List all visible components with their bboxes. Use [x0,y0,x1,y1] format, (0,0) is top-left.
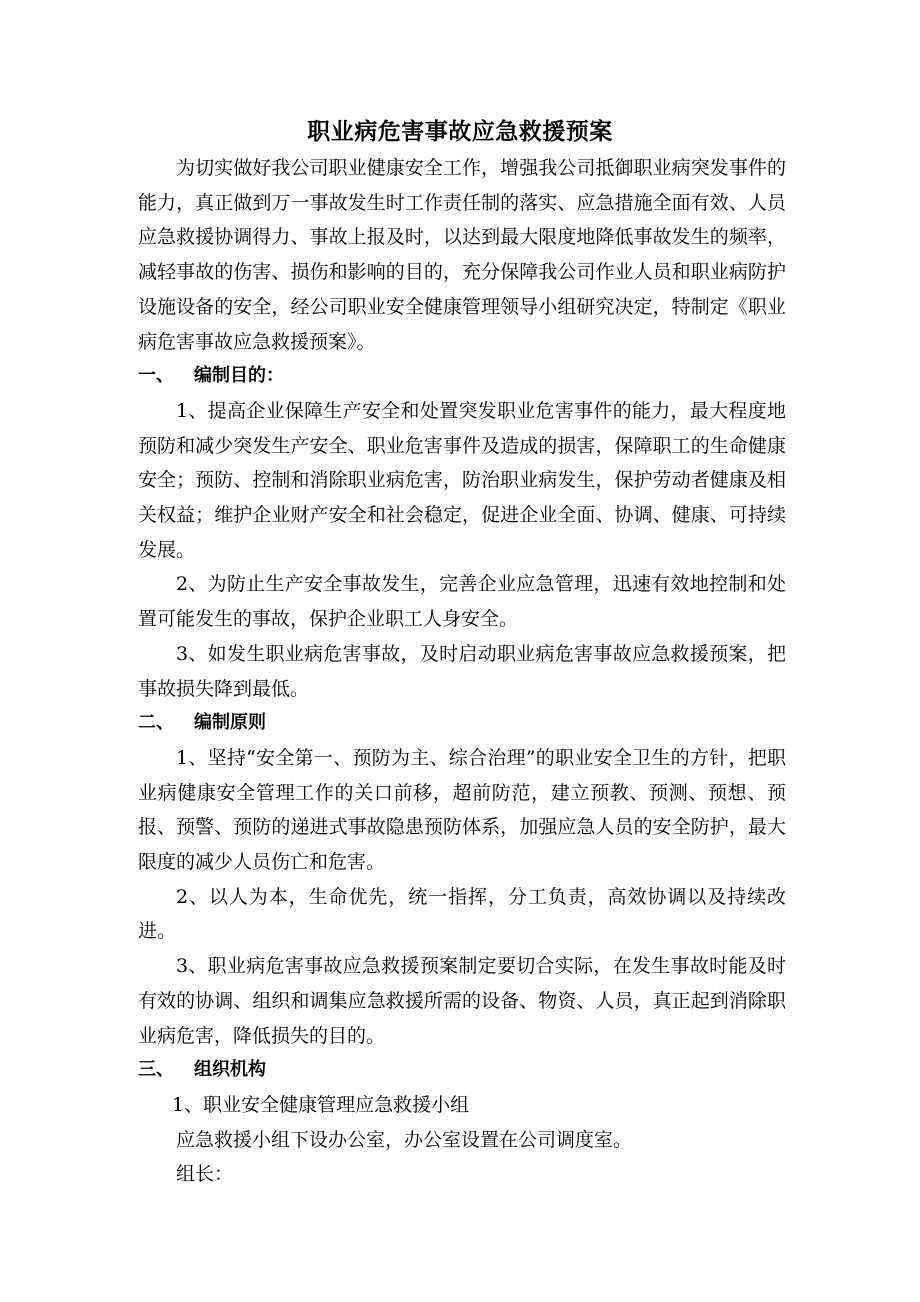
section-1-paragraph-3: 3、如发生职业病危害事故，及时启动职业病危害事故应急救援预案，把事故损失降到最低。 [138,642,786,700]
section-3-leader-label: 组长： [176,1163,234,1186]
document-body [138,151,786,1192]
section-3-sub-item: 1、职业安全健康管理应急救援小组 [172,1093,470,1116]
section-2-heading [138,706,786,741]
section-1-number: 一、 [138,365,174,387]
intro-paragraph: 为切实做好我公司职业健康安全工作，增强我公司抵御职业病突发事件的能力，真正做到万一事故发生时工作责任制的落实、应急措施全面有效、人员应急救援协调得力、事故上报及时，以达到最大限度地降低事故发生的频率，减轻事故的伤害、损伤和影响的目的，充分保障我公司作业人员和职业病防护设施设备的安全，经公司职业安全健康管理领导小组研究决定，特制定《职业病危害事故应急救援预案》。 [138,157,786,353]
section-3-office-note: 应急救援小组下设办公室，办公室设置在公司调度室。 [176,1128,633,1151]
section-3-heading [138,1053,786,1088]
section-3-title: 组织机构 [194,1059,266,1081]
section-2-number: 二、 [138,712,174,734]
section-3-number: 三、 [138,1059,174,1081]
section-1-paragraph-1: 1、提高企业保障生产安全和处置突发职业危害事件的能力，最大程度地预防和减少突发生产安全、职业危害事件及造成的损害，保障职工的生命健康安全；预防、控制和消除职业病危害，防治职业病发生，保护劳动者健康及相关权益；维护企业财产安全和社会稳定，促进企业全面、协调、健康、可持续发展。 [138,399,786,561]
section-1-paragraph-2: 2、为防止生产安全事故发生，完善企业应急管理，迅速有效地控制和处置可能发生的事故，保护企业职工人身安全。 [138,573,786,631]
section-2-paragraph-2: 2、以人为本，生命优先，统一指挥，分工负责，高效协调以及持续改进。 [138,885,786,943]
section-2-paragraph-3: 3、职业病危害事故应急救援预案制定要切合实际，在发生事故时能及时有效的协调、组织和调集应急救援所需的设备、物资、人员，真正起到消除职业病危害，降低损失的目的。 [138,955,786,1047]
section-1-title: 编制目的： [194,365,284,387]
section-2-paragraph-1: 1、坚持“安全第一、预防为主、综合治理”的职业安全卫生的方针，把职业病健康安全管理工作的关口前移，超前防范，建立预教、预测、预想、预报、预警、预防的递进式事故隐患预防体系，加强应急人员的安全防护，最大限度的减少人员伤亡和危害。 [138,746,786,874]
section-1-heading [138,359,786,394]
document-title: 职业病危害事故应急救援预案 [307,119,613,145]
section-2-title: 编制原则 [194,712,266,734]
